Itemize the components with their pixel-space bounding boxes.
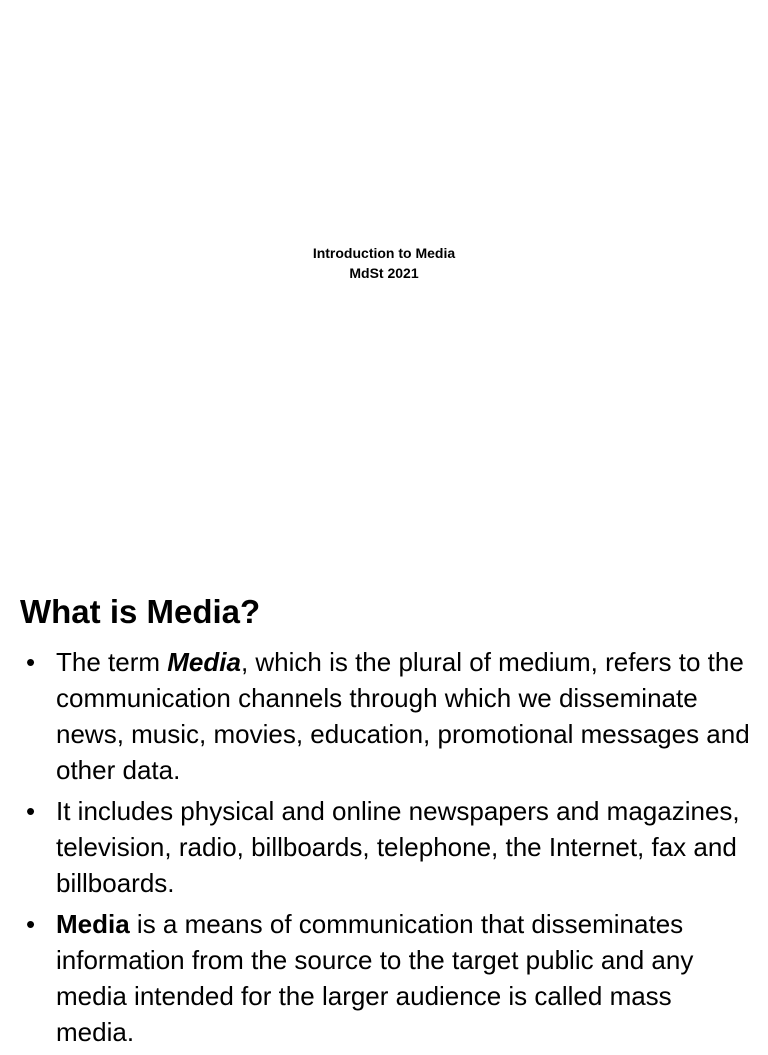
- bullet-text: It includes physical and online newspapers and magazines, television, radio, billboards, telephone, the Internet, fax and billboards.: [56, 796, 740, 898]
- slide-heading: What is Media?: [20, 593, 261, 630]
- content-slide: [20, 588, 750, 1055]
- bullet-icon: •: [26, 909, 36, 939]
- bullet-icon: •: [26, 647, 36, 677]
- bullet-term: Media: [167, 647, 241, 677]
- bullet-list: [20, 644, 750, 1050]
- course-code: MdSt 2021: [349, 265, 419, 281]
- bullet-term: Media: [56, 909, 130, 939]
- bullet-text-post: , which is the plural of medium, refers to the communication channels through which we disseminate news, music, movies, education, promotional messages and other data.: [56, 647, 750, 785]
- bullet-item: [20, 793, 750, 901]
- bullet-item: [20, 644, 750, 788]
- presentation-title: Introduction to Media: [312, 245, 456, 261]
- bullet-icon: •: [26, 796, 36, 826]
- bullet-text-pre: The term: [56, 647, 168, 677]
- bullet-text-post: is a means of communication that disseminates information from the source to the target public and any media intended for the larger audience is called mass media.: [56, 909, 694, 1047]
- bullet-item: [20, 906, 750, 1050]
- title-slide: [0, 243, 768, 283]
